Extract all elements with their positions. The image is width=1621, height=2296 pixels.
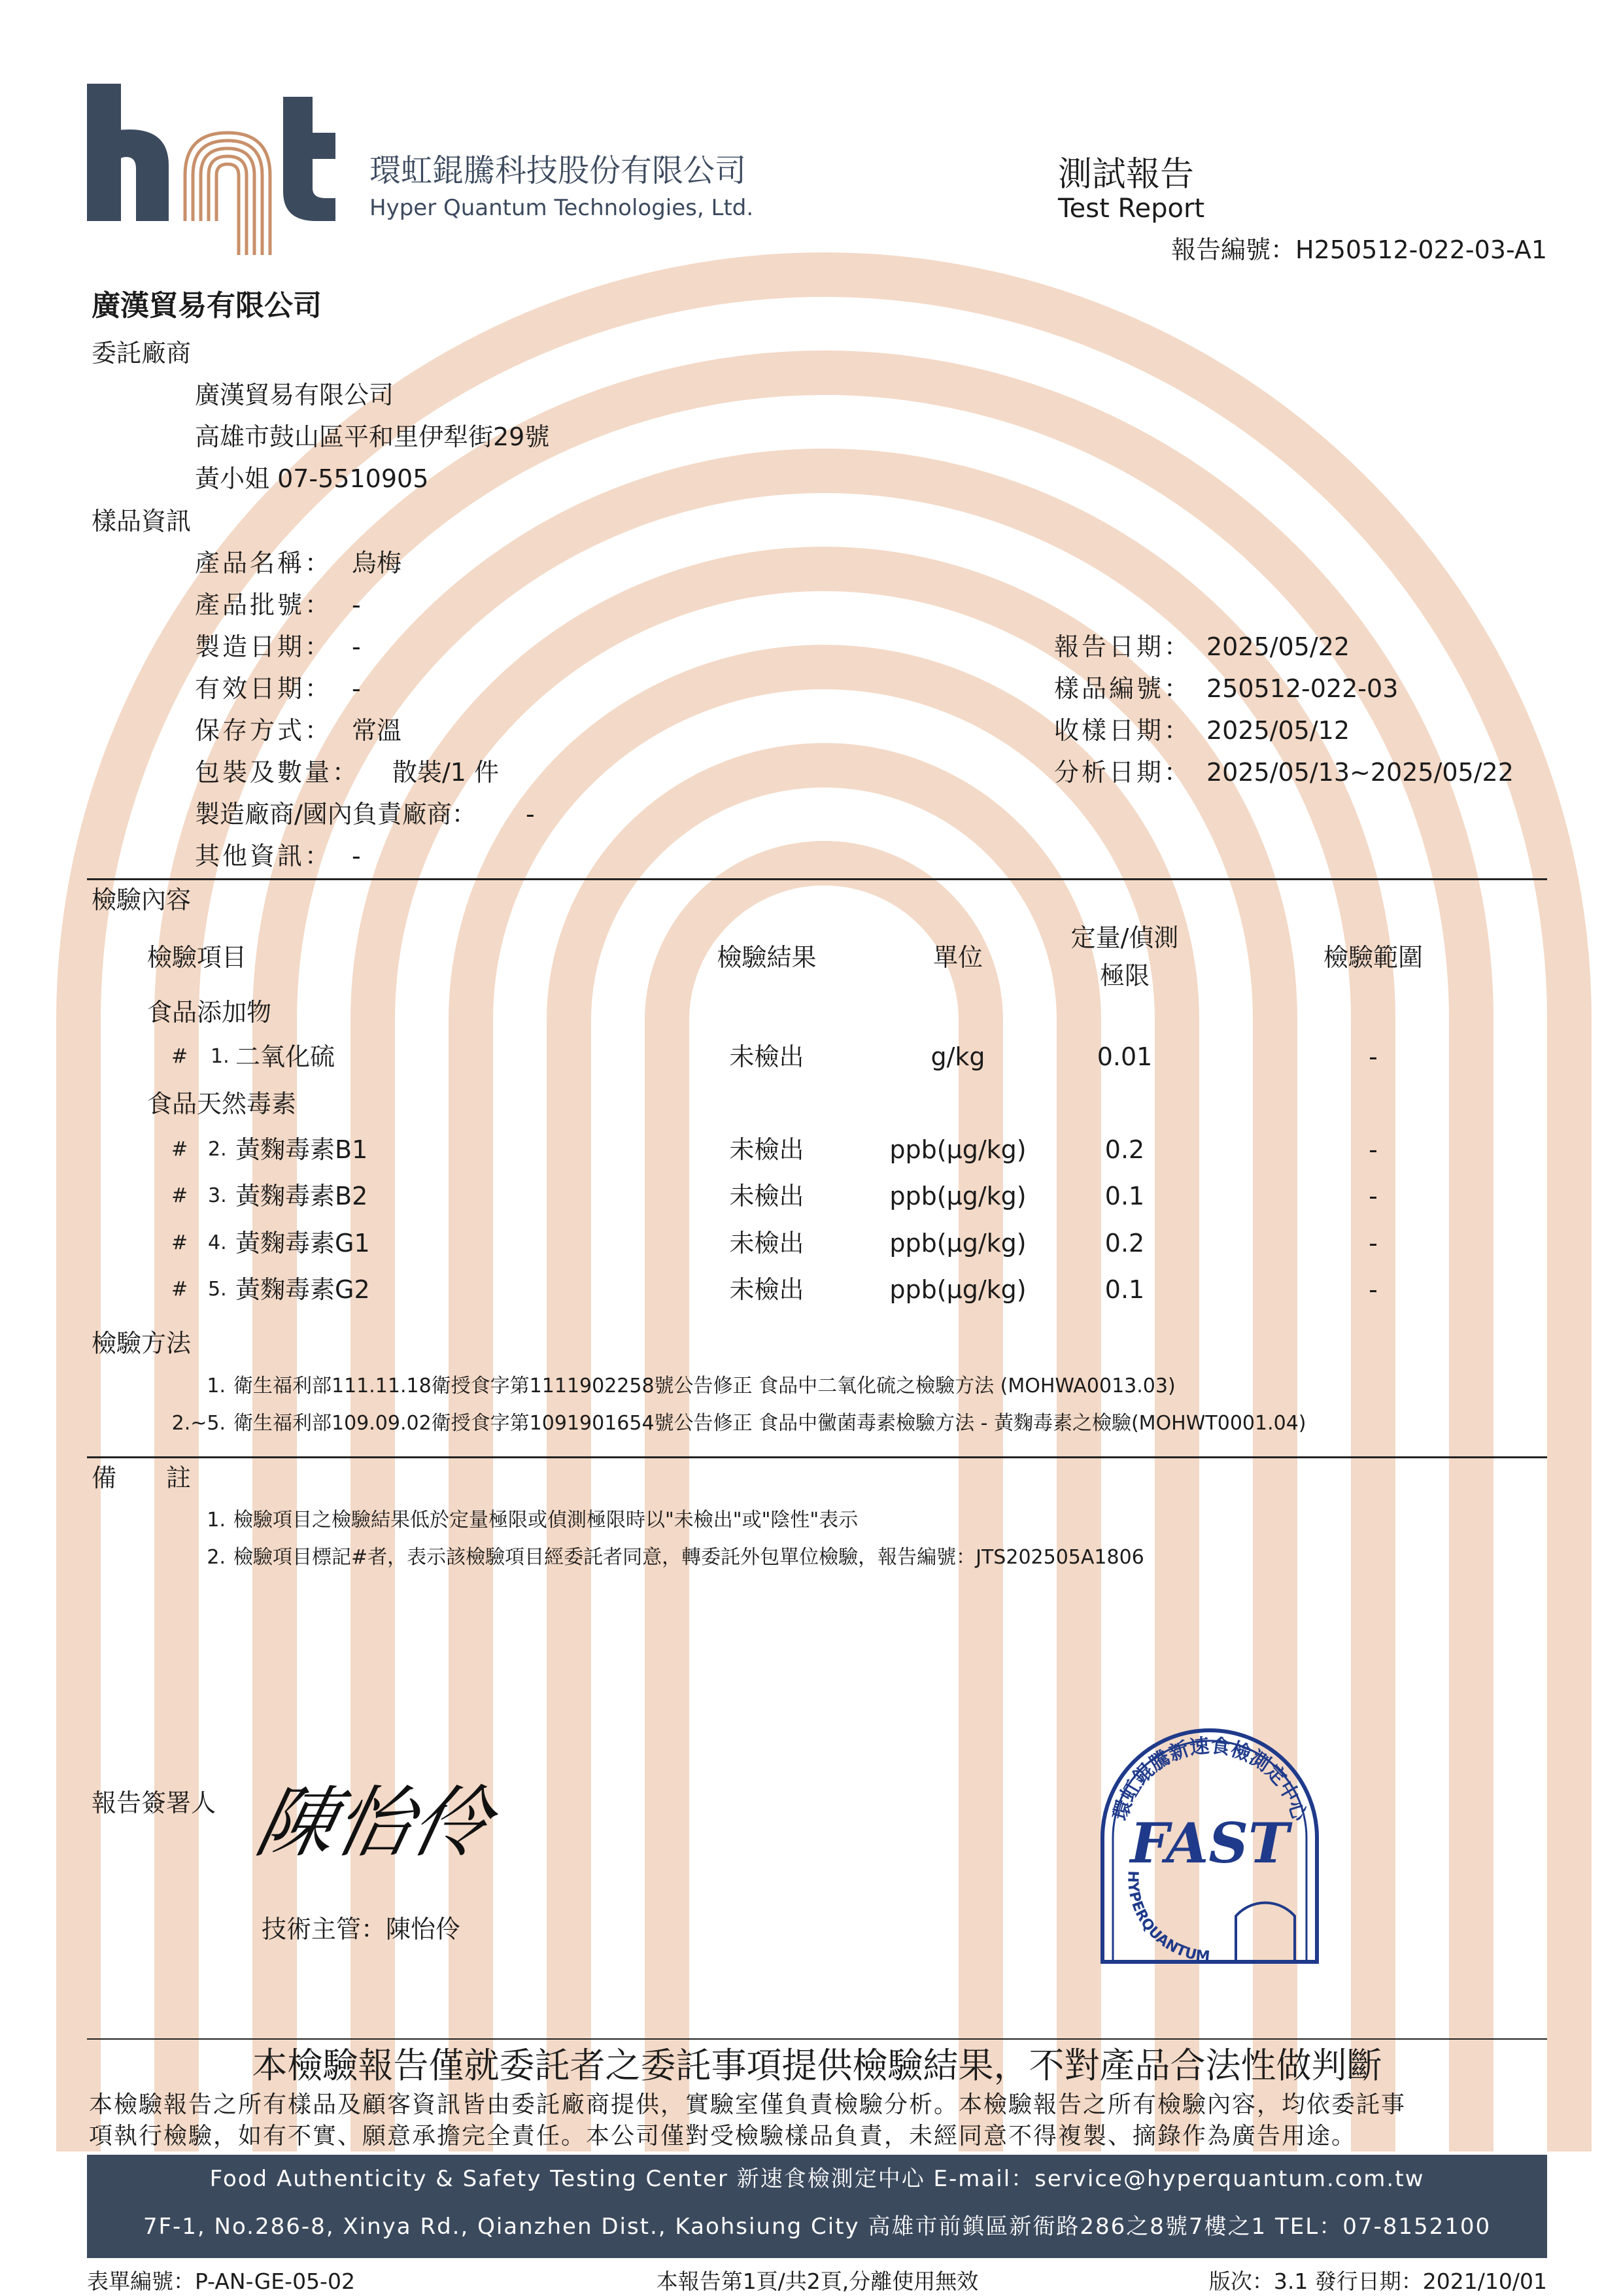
sample-field-value: 散裝/1 件 [392, 758, 500, 787]
tests-section-label: 檢驗內容 [92, 885, 192, 914]
notes-section-label: 備 註 [92, 1464, 192, 1492]
page-info: 本報告第1頁/共2頁,分離使用無效 [656, 2269, 979, 2294]
report-date-label: 報告日期： [1054, 632, 1192, 661]
test-range: - [1369, 1229, 1378, 1258]
test-item: 黃麴毒素B1 [235, 1135, 368, 1164]
test-unit: ppb(μg/kg) [889, 1229, 1027, 1258]
row-number: 1. [211, 1045, 230, 1068]
note-number: 2. [207, 1546, 226, 1569]
test-range: - [1369, 1135, 1378, 1164]
sample-field-label: 保存方式： [195, 716, 333, 745]
seal-arc-bottom: HYPERQUANTUM [1124, 1870, 1211, 1966]
outsourced-mark: # [171, 1045, 188, 1068]
fast-seal [1099, 1726, 1321, 1968]
test-result: 未檢出 [729, 1042, 804, 1071]
sample-field-label: 製造廠商/國內負責廠商： [195, 800, 477, 829]
divider [87, 2038, 1547, 2040]
divider [87, 878, 1547, 880]
test-result: 未檢出 [729, 1275, 804, 1304]
col-header-result: 檢驗結果 [717, 943, 817, 972]
sample-no-value: 250512-022-03 [1206, 674, 1399, 703]
test-limit: 0.2 [1104, 1135, 1145, 1164]
client-section-label: 委託廠商 [92, 339, 192, 368]
handwritten-signature [248, 1777, 500, 1868]
test-group-name: 食品添加物 [147, 998, 272, 1027]
report-number: 報告編號：H250512-022-03-A1 [1171, 235, 1547, 264]
sample-section-label: 樣品資訊 [92, 507, 192, 536]
footer-contact-bar [87, 2155, 1547, 2258]
test-range: - [1369, 1042, 1378, 1071]
sample-no-label: 樣品編號： [1054, 674, 1192, 703]
col-header-range: 檢驗範圍 [1323, 943, 1423, 972]
test-limit: 0.2 [1104, 1229, 1145, 1258]
sample-field-label: 製造日期： [195, 632, 333, 661]
test-range: - [1369, 1182, 1378, 1210]
sample-field-value: 烏梅 [352, 549, 402, 577]
client-line: 高雄市鼓山區平和里伊犁街29號 [195, 422, 550, 451]
company-name-zh: 環虹錕騰科技股份有限公司 [369, 152, 747, 189]
test-range: - [1369, 1275, 1378, 1304]
sample-field-value: 常溫 [352, 716, 402, 745]
footer-line: Food Authenticity & Safety Testing Center 新速食檢測定中心 E-mail：service@hyperquantum.com.tw [209, 2166, 1425, 2192]
sample-field-label: 產品名稱： [195, 549, 333, 577]
test-item: 黃麴毒素G1 [235, 1229, 370, 1258]
row-number: 5. [208, 1278, 227, 1301]
method-number: 1. [207, 1375, 226, 1397]
test-unit: g/kg [930, 1042, 985, 1071]
row-number: 4. [208, 1231, 227, 1254]
methods-section-label: 檢驗方法 [92, 1329, 192, 1358]
version-info: 版次：3.1 發行日期：2021/10/01 [1208, 2269, 1547, 2294]
test-limit: 0.01 [1097, 1042, 1153, 1071]
method-text: 衛生福利部111.11.18衛授食字第1111902258號公告修正 食品中二氧化硫之檢驗方法 (MOHWA0013.03) [233, 1375, 1176, 1397]
signature-text: 陳怡伶 [248, 1777, 500, 1868]
received-date-label: 收樣日期： [1054, 716, 1192, 745]
row-number: 2. [208, 1138, 227, 1161]
signatory-label: 報告簽署人 [92, 1789, 216, 1817]
outsourced-mark: # [171, 1138, 188, 1161]
test-item: 黃麴毒素B2 [235, 1182, 368, 1210]
sample-field-value: - [352, 842, 361, 870]
test-result: 未檢出 [729, 1182, 804, 1210]
seal-center: FAST [1130, 1811, 1289, 1876]
test-result: 未檢出 [729, 1229, 804, 1258]
note-text: 檢驗項目之檢驗結果低於定量極限或偵測極限時以"未檢出"或"陰性"表示 [233, 1509, 859, 1532]
report-date-value: 2025/05/22 [1206, 632, 1350, 661]
col-header-item: 檢驗項目 [147, 943, 247, 972]
footer-line: 7F-1, No.286-8, Xinya Rd., Qianzhen Dist., Kaohsiung City 高雄市前鎮區新衙路286之8號7樓之1 TEL：07-8152100 [143, 2214, 1492, 2240]
report-title-en: Test Report [1058, 194, 1205, 224]
sample-field-value: - [352, 674, 361, 703]
form-number: 表單編號：P-AN-GE-05-02 [87, 2269, 355, 2294]
test-limit: 0.1 [1104, 1275, 1145, 1304]
sample-field-value: - [526, 800, 535, 829]
note-text: 檢驗項目標記#者，表示該檢驗項目經委託者同意，轉委託外包單位檢驗，報告編號：JTS202505A1806 [233, 1546, 1144, 1569]
test-item: 二氧化硫 [235, 1042, 335, 1071]
disclaimer-headline: 本檢驗報告僅就委託者之委託事項提供檢驗結果，不對產品合法性做判斷 [252, 2045, 1382, 2086]
test-group-name: 食品天然毒素 [147, 1089, 297, 1118]
col-header-unit: 單位 [932, 943, 983, 972]
company-name-en: Hyper Quantum Technologies, Ltd. [369, 195, 754, 221]
sample-field-label: 包裝及數量： [195, 758, 360, 787]
analysis-date-value: 2025/05/13~2025/05/22 [1206, 758, 1514, 787]
outsourced-mark: # [171, 1231, 188, 1254]
note-number: 1. [207, 1509, 226, 1532]
sample-field-value: - [352, 591, 361, 619]
col-header-limit: 定量/偵測 [1070, 923, 1179, 952]
col-header-limit: 極限 [1099, 961, 1150, 990]
outsourced-mark: # [171, 1184, 188, 1207]
test-limit: 0.1 [1104, 1182, 1145, 1210]
sample-field-label: 產品批號： [195, 591, 333, 619]
test-result: 未檢出 [729, 1135, 804, 1164]
row-number: 3. [208, 1184, 227, 1207]
disclaimer-body: 本檢驗報告之所有樣品及顧客資訊皆由委託廠商提供，實驗室僅負責檢驗分析。本檢驗報告之所有檢驗內容，均依委託事 [89, 2091, 1407, 2118]
method-number: 2.~5. [171, 1412, 226, 1435]
test-unit: ppb(μg/kg) [889, 1135, 1027, 1164]
divider [87, 1456, 1547, 1458]
sample-field-label: 有效日期： [195, 674, 333, 703]
client-line: 廣漢貿易有限公司 [195, 381, 394, 409]
report-title-zh: 測試報告 [1058, 155, 1195, 194]
sample-field-label: 其他資訊： [195, 842, 333, 870]
received-date-value: 2025/05/12 [1206, 716, 1350, 745]
test-unit: ppb(μg/kg) [889, 1275, 1027, 1304]
disclaimer-body: 項執行檢驗，如有不實、願意承擔完全責任。本公司僅對受檢驗樣品負責，未經同意不得複製、摘錄作為廣告用途。 [89, 2123, 1357, 2150]
seal-arc-top: 環虹錕騰新速食檢測定中心 [1108, 1734, 1311, 1824]
test-unit: ppb(μg/kg) [889, 1182, 1027, 1210]
analysis-date-label: 分析日期： [1054, 758, 1192, 787]
outsourced-mark: # [171, 1278, 188, 1301]
hqt-logo [87, 84, 349, 255]
client-line: 黃小姐 07-5510905 [195, 464, 429, 493]
method-text: 衛生福利部109.09.02衛授食字第1091901654號公告修正 食品中黴菌毒素檢驗方法 - 黃麴毒素之檢驗(MOHWT0001.04) [233, 1412, 1306, 1435]
test-item: 黃麴毒素G2 [235, 1275, 370, 1304]
client-name-title: 廣漢貿易有限公司 [92, 289, 322, 322]
technical-manager: 技術主管：陳怡伶 [262, 1915, 461, 1944]
sample-field-value: - [352, 632, 361, 661]
